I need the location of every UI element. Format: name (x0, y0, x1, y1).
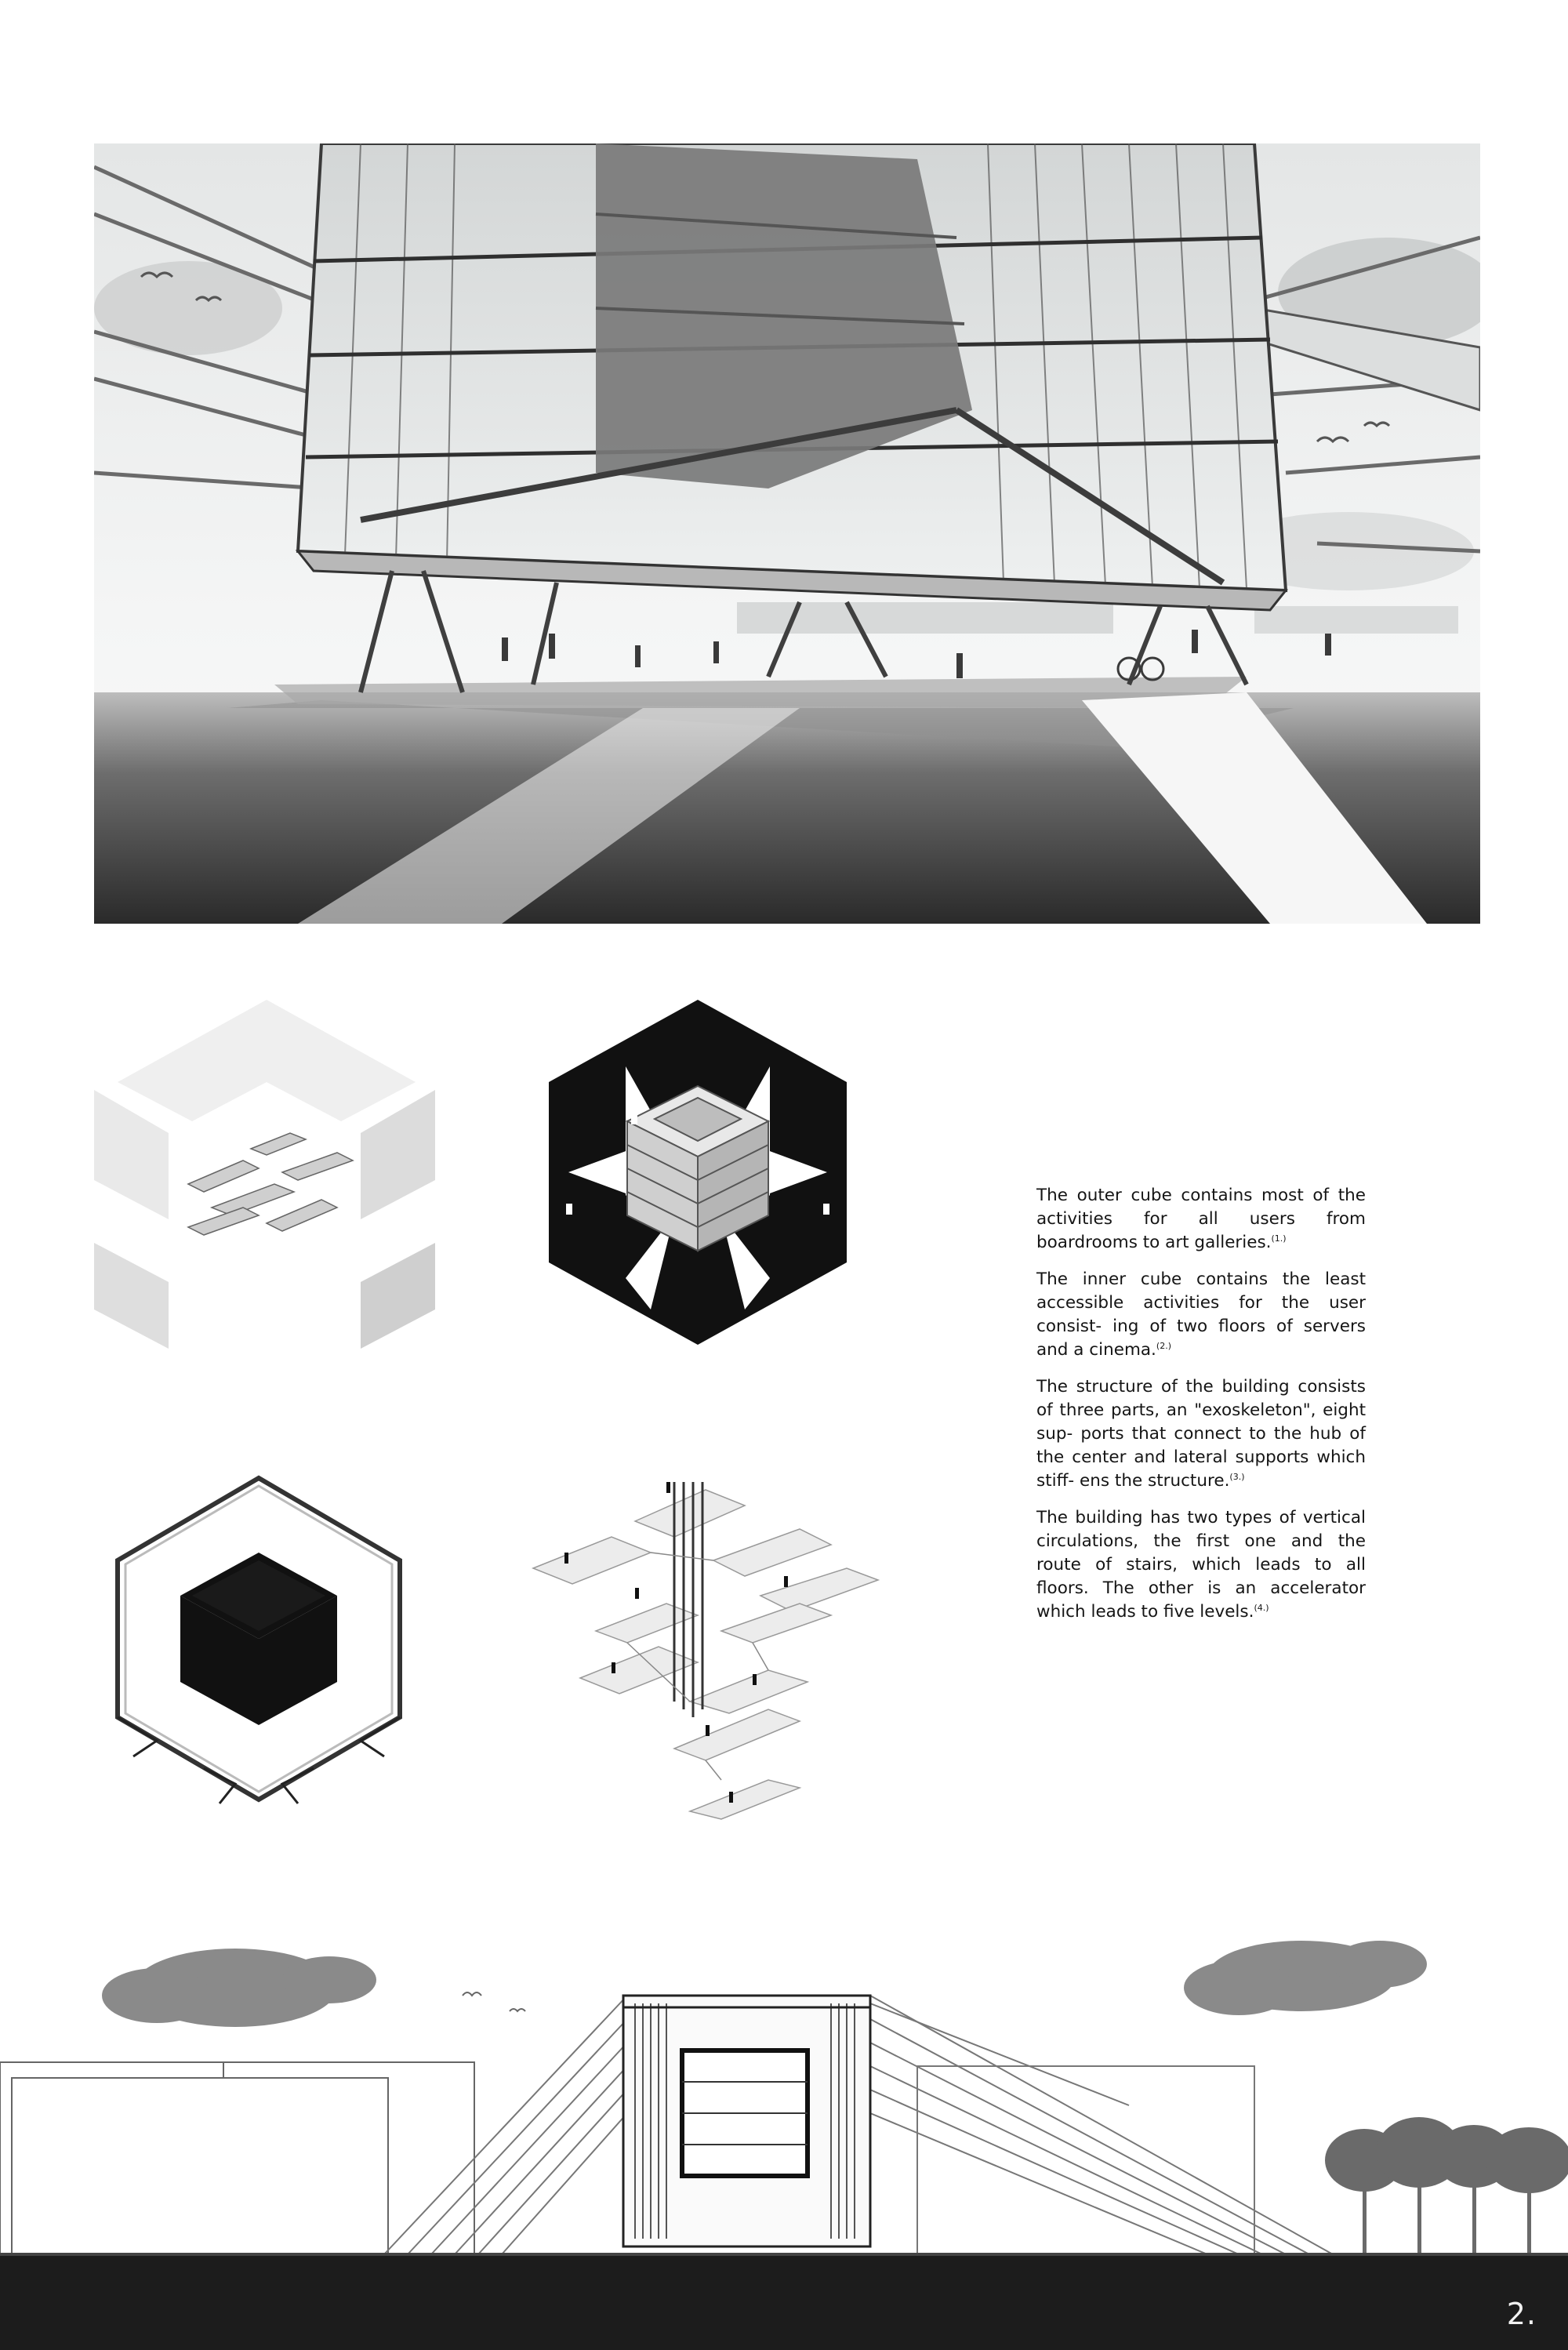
description-text (1036, 1184, 1366, 1637)
paragraph-outer-cube: The outer cube contains most of the activities for all users from boardrooms to art galleries.$^{(1.)}$ (1036, 1186, 1366, 1252)
hero-perspective-render (94, 143, 1480, 924)
paragraph-circulation: The building has two types of vertical circulations, the first one and the route of stairs, which leads to all floors. The other is an accelerator which leads to five levels.$^{(4.)}$ (1036, 1508, 1366, 1622)
circulation-diagram (517, 1474, 886, 1835)
paragraph-structure: The structure of the building consists of three parts, an "exoskeleton", eight sup- ports that connect to the hub of the center and lateral supports which stiff- ens the structure.$^{(3.)}$ (1036, 1377, 1366, 1491)
inner-cube-diagram (533, 992, 862, 1353)
paragraph-inner-cube: The inner cube contains the least accessible activities for the user consist- ing of two floors of servers and a cinema.$^{(2.)}$ (1036, 1269, 1366, 1360)
outer-cube-diagram (86, 992, 447, 1353)
structure-frame-diagram (86, 1474, 439, 1827)
building-section (0, 1909, 1568, 2350)
page-number: 2. (1506, 2297, 1537, 2331)
